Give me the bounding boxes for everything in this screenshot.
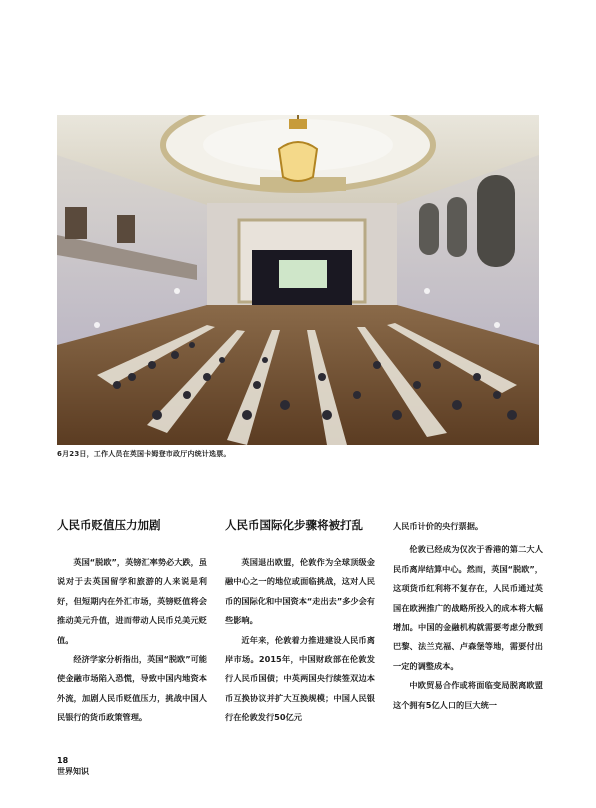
hall-photo-illustration [57, 115, 539, 445]
photo-caption: 6月23日，工作人员在英国卡姆登市政厅内统计选票。 [57, 450, 231, 458]
column-3 [393, 517, 543, 715]
paragraph-continued: 人民币计价的央行票据。 [393, 521, 484, 531]
magazine-name: 世界知识 [57, 766, 89, 776]
section-heading: 人民币贬值压力加剧 [57, 518, 161, 532]
section-heading: 人民币国际化步骤将被打乱 [225, 518, 363, 532]
election-count-photo [57, 115, 539, 445]
page-number: 18 [57, 756, 69, 765]
paragraph: 经济学家分析指出，英国“脱欧”可能使金融市场陷入恐慌，导致中国内地资本外流，加剧人民币贬值压力，挑战中国人民银行的货币政策管理。 [57, 654, 207, 723]
column-2 [225, 517, 375, 728]
paragraph: 伦敦已经成为仅次于香港的第二大人民币离岸结算中心。然而，英国“脱欧”，这项货币红利将不复存在，人民币通过英国在欧洲推广的战略所投入的成本将大幅增加。中国的金融机构就需要考虑分散到巴黎、法兰克福、卢森堡等地，需要付出一定的调整成本。 [393, 544, 543, 671]
paragraph: 英国退出欧盟，伦敦作为全球顶级金融中心之一的地位或面临挑战，这对人民币的国际化和中国资本“走出去”多少会有些影响。 [225, 557, 375, 626]
page-footer [57, 756, 89, 776]
column-1 [57, 517, 207, 728]
paragraph: 近年来，伦敦着力推进建设人民币离岸市场。2015年，中国财政部在伦敦发行人民币国债；中英两国央行续签双边本币互换协议并扩大互换规模；中国人民银行在伦敦发行50亿元 [225, 634, 375, 723]
paragraph: 中欧贸易合作或将面临变局脱离欧盟这个拥有5亿人口的巨大统一 [393, 680, 543, 710]
paragraph: 英国“脱欧”，英镑汇率势必大跌，虽说对于去英国留学和旅游的人来说是利好，但短期内在外汇市场，英镑贬值将会推动美元升值，进而带动人民币兑美元贬值。 [57, 557, 207, 645]
